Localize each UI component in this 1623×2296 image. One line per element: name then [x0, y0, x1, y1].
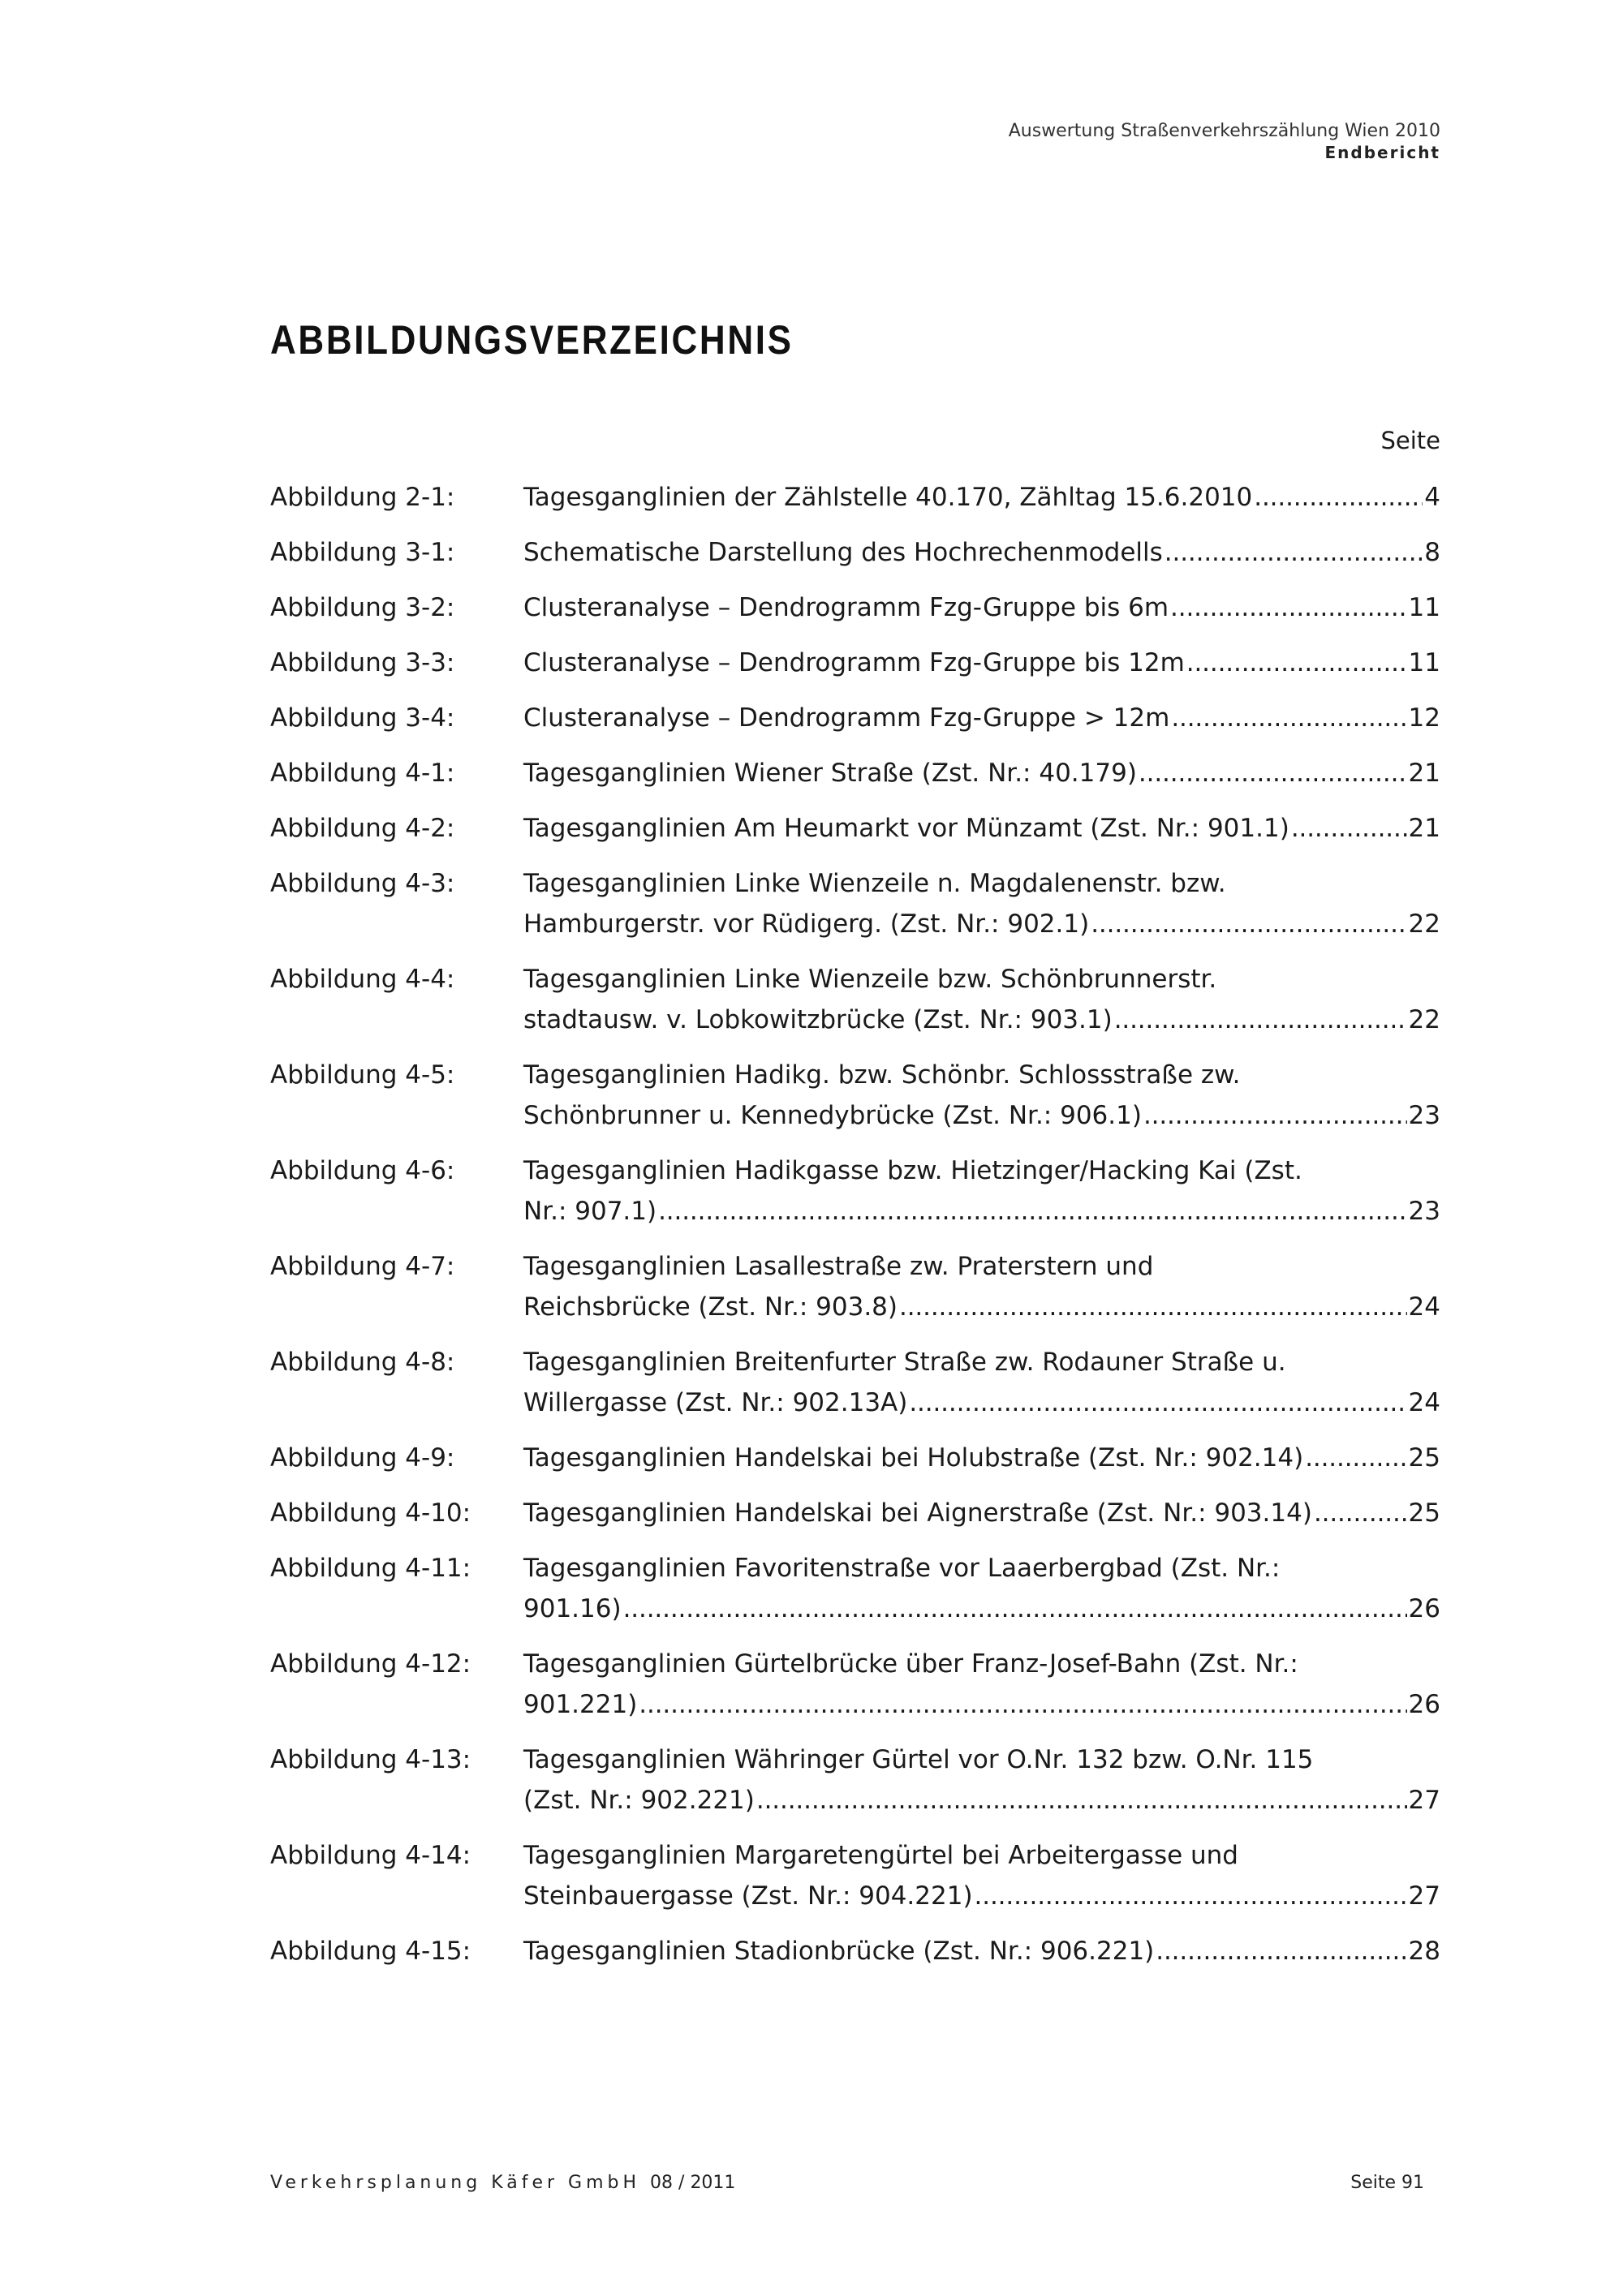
footer-company: Verkehrsplanung Käfer GmbH: [270, 2173, 641, 2193]
figure-caption-last-line: [523, 477, 1440, 518]
figure-caption-line: Tagesganglinien Linke Wienzeile bzw. Schönbrunnerstr.: [523, 965, 1217, 994]
figure-entry-body: [523, 1493, 1440, 1533]
figure-entry-body: [523, 698, 1440, 738]
dot-leader: [1170, 587, 1407, 628]
figure-caption-line: Tagesganglinien Hadikgasse bzw. Hietzinger/Hacking Kai (Zst.: [523, 1156, 1302, 1185]
figure-entry-body: [523, 532, 1440, 573]
figure-page-number[interactable]: 25: [1408, 1443, 1440, 1473]
figure-caption-last-line: [523, 587, 1440, 628]
figure-caption-text: (Zst. Nr.: 902.221): [523, 1786, 755, 1815]
figure-entry-body: [523, 959, 1440, 1040]
figure-number: Abbildung 4-10:: [270, 1498, 471, 1528]
figure-entry-body: [523, 1150, 1440, 1232]
figure-number: Abbildung 4-1:: [270, 759, 455, 788]
figure-caption-last-line: [523, 1191, 1440, 1232]
figure-list-entry[interactable]: [270, 863, 1440, 944]
figure-caption-text: Clusteranalyse – Dendrogramm Fzg-Gruppe bis 12m: [523, 648, 1185, 677]
figure-caption-last-line: [523, 532, 1440, 573]
figure-page-number[interactable]: 23: [1408, 1101, 1440, 1130]
figure-list-entry[interactable]: [270, 1055, 1440, 1136]
figure-caption-text: Tagesganglinien Stadionbrücke (Zst. Nr.: 906.221): [523, 1937, 1155, 1966]
figure-page-number[interactable]: 11: [1408, 593, 1440, 622]
figure-entry-body: [523, 1055, 1440, 1136]
figure-page-number[interactable]: 8: [1424, 538, 1440, 567]
figure-caption-line: Tagesganglinien Währinger Gürtel vor O.Nr. 132 bzw. O.Nr. 115: [523, 1745, 1314, 1774]
figure-page-number[interactable]: 26: [1408, 1594, 1440, 1623]
figure-caption-last-line: [523, 1780, 1440, 1821]
figure-caption-last-line: [523, 808, 1440, 849]
dot-leader: [756, 1780, 1407, 1821]
figure-number: Abbildung 4-14:: [270, 1841, 471, 1870]
figure-page-number[interactable]: 25: [1408, 1498, 1440, 1528]
figure-entry-body: [523, 643, 1440, 683]
figure-number: Abbildung 4-11:: [270, 1554, 471, 1583]
figure-number: Abbildung 4-3:: [270, 869, 455, 898]
figure-caption-last-line: [523, 1684, 1440, 1725]
figure-list-entry[interactable]: [270, 1246, 1440, 1327]
figure-number: Abbildung 3-2:: [270, 593, 455, 622]
figure-page-number[interactable]: 26: [1408, 1690, 1440, 1719]
figure-number: Abbildung 4-9:: [270, 1443, 455, 1473]
figure-entry-body: [523, 1739, 1440, 1821]
figure-number: Abbildung 3-3:: [270, 648, 455, 677]
running-header: [1009, 120, 1440, 163]
figure-caption-text: 901.221): [523, 1690, 638, 1719]
figure-caption-last-line: [523, 1000, 1440, 1040]
header-report-title: Auswertung Straßenverkehrszählung Wien 2010: [1008, 121, 1440, 141]
figure-entry-body: [523, 1438, 1440, 1478]
dot-leader: [899, 1287, 1407, 1327]
figure-caption-last-line: [523, 643, 1440, 683]
figure-caption-last-line: [523, 1287, 1440, 1327]
figure-page-number[interactable]: 24: [1408, 1388, 1440, 1417]
figure-entry-body: [523, 1931, 1440, 1971]
figure-list-entry[interactable]: [270, 959, 1440, 1040]
figure-caption-last-line: [523, 753, 1440, 793]
figure-number: Abbildung 4-6:: [270, 1156, 455, 1185]
dot-leader: [1143, 1095, 1407, 1136]
dot-leader: [1165, 532, 1423, 573]
dot-leader: [909, 1382, 1406, 1423]
figure-list-entry[interactable]: [270, 808, 1440, 849]
figure-caption-text: stadtausw. v. Lobkowitzbrücke (Zst. Nr.: 903.1): [523, 1005, 1113, 1034]
figure-list-entry[interactable]: [270, 477, 1440, 518]
figure-entry-body: [523, 1246, 1440, 1327]
footer-date: 08 / 2011: [650, 2173, 736, 2193]
dot-leader: [1156, 1931, 1406, 1971]
figure-caption-line: Tagesganglinien Favoritenstraße vor Laaerbergbad (Zst. Nr.:: [523, 1554, 1281, 1583]
figure-number: Abbildung 4-12:: [270, 1649, 471, 1679]
dot-leader: [1186, 643, 1407, 683]
dot-leader: [623, 1589, 1407, 1629]
figure-list-entry[interactable]: [270, 753, 1440, 793]
figure-list: [270, 477, 1440, 1986]
figure-number: Abbildung 4-13:: [270, 1745, 471, 1774]
figure-page-number[interactable]: 21: [1408, 759, 1440, 788]
figure-caption-last-line: [523, 1589, 1440, 1629]
dot-leader: [1291, 808, 1407, 849]
figure-caption-text: Tagesganglinien Wiener Straße (Zst. Nr.: 40.179): [523, 759, 1137, 788]
dot-leader: [639, 1684, 1406, 1725]
figure-list-entry[interactable]: [270, 1835, 1440, 1916]
figure-caption-last-line: [523, 1438, 1440, 1478]
figure-list-entry[interactable]: [270, 1150, 1440, 1232]
dot-leader: [1114, 1000, 1407, 1040]
figure-list-entry[interactable]: [270, 1438, 1440, 1478]
header-report-subtitle: Endbericht: [1324, 142, 1440, 162]
figure-caption-text: Schematische Darstellung des Hochrechenmodells: [523, 538, 1163, 567]
figure-caption-last-line: [523, 1382, 1440, 1423]
figure-entry-body: [523, 863, 1440, 944]
figure-page-number[interactable]: 28: [1408, 1937, 1440, 1966]
figure-entry-body: [523, 587, 1440, 628]
figure-number: Abbildung 4-4:: [270, 965, 455, 994]
figure-entry-body: [523, 1342, 1440, 1423]
figure-caption-last-line: [523, 904, 1440, 944]
figure-list-entry[interactable]: [270, 1342, 1440, 1423]
figure-entry-body: [523, 477, 1440, 518]
page-title: ABBILDUNGSVERZEICHNIS: [270, 317, 794, 363]
figure-list-entry[interactable]: [270, 1931, 1440, 1971]
figure-page-number[interactable]: 12: [1408, 703, 1440, 733]
figure-caption-text: 901.16): [523, 1594, 622, 1623]
figure-caption-text: Reichsbrücke (Zst. Nr.: 903.8): [523, 1292, 898, 1322]
figure-entry-body: [523, 753, 1440, 793]
figure-list-entry[interactable]: [270, 587, 1440, 628]
figure-caption-text: Clusteranalyse – Dendrogramm Fzg-Gruppe > 12m: [523, 703, 1170, 733]
figure-caption-line: Tagesganglinien Linke Wienzeile n. Magdalenenstr. bzw.: [523, 869, 1226, 898]
figure-number: Abbildung 3-4:: [270, 703, 455, 733]
figure-list-entry[interactable]: [270, 643, 1440, 683]
figure-caption-last-line: [523, 698, 1440, 738]
figure-caption-text: Tagesganglinien Am Heumarkt vor Münzamt (Zst. Nr.: 901.1): [523, 814, 1289, 843]
figure-page-number[interactable]: 21: [1408, 814, 1440, 843]
figure-list-entry[interactable]: [270, 1493, 1440, 1533]
figure-caption-text: Hamburgerstr. vor Rüdigerg. (Zst. Nr.: 902.1): [523, 909, 1090, 939]
footer-page-number: Seite 91: [1350, 2173, 1424, 2193]
figure-caption-text: Tagesganglinien Handelskai bei Aignerstraße (Zst. Nr.: 903.14): [523, 1498, 1312, 1528]
figure-entry-body: [523, 808, 1440, 849]
figure-caption-text: Schönbrunner u. Kennedybrücke (Zst. Nr.: 906.1): [523, 1101, 1142, 1130]
figure-caption-line: Tagesganglinien Hadikg. bzw. Schönbr. Schlossstraße zw.: [523, 1060, 1241, 1090]
figure-entry-body: [523, 1644, 1440, 1725]
figure-caption-text: Nr.: 907.1): [523, 1197, 657, 1226]
page-column-label: Seite: [1380, 427, 1440, 454]
figure-number: Abbildung 4-5:: [270, 1060, 455, 1090]
figure-page-number[interactable]: 22: [1408, 1005, 1440, 1034]
dot-leader: [975, 1876, 1407, 1916]
figure-caption-last-line: [523, 1493, 1440, 1533]
figure-caption-line: Tagesganglinien Margaretengürtel bei Arbeitergasse und: [523, 1841, 1238, 1870]
dot-leader: [1171, 698, 1406, 738]
figure-number: Abbildung 4-8:: [270, 1348, 455, 1377]
figure-caption-line: Tagesganglinien Lasallestraße zw. Praterstern und: [523, 1252, 1154, 1281]
figure-page-number[interactable]: 24: [1408, 1292, 1440, 1322]
figure-caption-text: Tagesganglinien Handelskai bei Holubstraße (Zst. Nr.: 902.14): [523, 1443, 1304, 1473]
figure-number: Abbildung 4-2:: [270, 814, 455, 843]
dot-leader: [1254, 477, 1423, 518]
figure-number: Abbildung 2-1:: [270, 483, 455, 512]
figure-number: Abbildung 4-15:: [270, 1937, 471, 1966]
figure-list-entry[interactable]: [270, 1548, 1440, 1629]
figure-caption-text: Tagesganglinien der Zählstelle 40.170, Zähltag 15.6.2010: [523, 483, 1253, 512]
dot-leader: [1091, 904, 1406, 944]
figure-entry-body: [523, 1548, 1440, 1629]
figure-page-number[interactable]: 22: [1408, 909, 1440, 939]
dot-leader: [1305, 1438, 1406, 1478]
figure-number: Abbildung 3-1:: [270, 538, 455, 567]
figure-list-entry[interactable]: [270, 1739, 1440, 1821]
figure-caption-last-line: [523, 1095, 1440, 1136]
figure-page-number[interactable]: 27: [1408, 1786, 1440, 1815]
figure-list-entry[interactable]: [270, 1644, 1440, 1725]
figure-caption-line: Tagesganglinien Gürtelbrücke über Franz-Josef-Bahn (Zst. Nr.:: [523, 1649, 1298, 1679]
figure-caption-text: Clusteranalyse – Dendrogramm Fzg-Gruppe bis 6m: [523, 593, 1169, 622]
figure-caption-last-line: [523, 1931, 1440, 1971]
figure-page-number[interactable]: 4: [1424, 483, 1440, 512]
figure-caption-line: Tagesganglinien Breitenfurter Straße zw. Rodauner Straße u.: [523, 1348, 1286, 1377]
figure-list-entry[interactable]: [270, 698, 1440, 738]
figure-caption-text: Steinbauergasse (Zst. Nr.: 904.221): [523, 1881, 973, 1911]
figure-caption-text: Willergasse (Zst. Nr.: 902.13A): [523, 1388, 908, 1417]
page-footer: [270, 2173, 1424, 2193]
figure-caption-last-line: [523, 1876, 1440, 1916]
figure-page-number[interactable]: 27: [1408, 1881, 1440, 1911]
figure-page-number[interactable]: 23: [1408, 1197, 1440, 1226]
dot-leader: [1139, 753, 1407, 793]
figure-entry-body: [523, 1835, 1440, 1916]
figure-list-entry[interactable]: [270, 532, 1440, 573]
figure-page-number[interactable]: 11: [1408, 648, 1440, 677]
figure-number: Abbildung 4-7:: [270, 1252, 455, 1281]
dot-leader: [1314, 1493, 1407, 1533]
dot-leader: [658, 1191, 1406, 1232]
